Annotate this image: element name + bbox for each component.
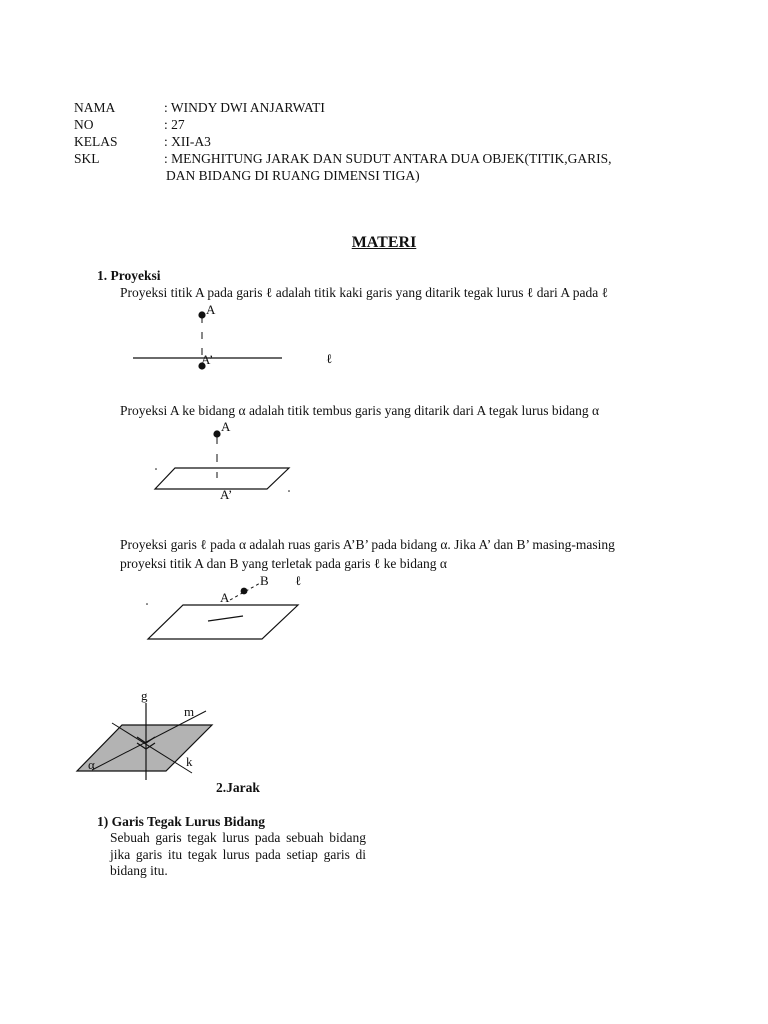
fig4-label-k: k	[186, 754, 193, 769]
fig3-label-a: A	[220, 590, 230, 605]
value-no: : 27	[164, 117, 185, 132]
value-skl-continuation: DAN BIDANG DI RUANG DIMENSI TIGA)	[166, 168, 420, 183]
label-nama: NAMA	[74, 100, 116, 115]
paragraph-proyeksi-titik-bidang: Proyeksi A ke bidang α adalah titik tembus garis yang ditarik dari A tegak lurus bidang α	[120, 403, 600, 418]
page-title: MATERI	[351, 234, 417, 251]
fig1-label-line: ℓ	[326, 351, 333, 366]
fig1-label-a-prime: A’	[201, 352, 214, 367]
fig4-label-g: g	[141, 688, 148, 703]
value-kelas: : XII-A3	[164, 134, 211, 149]
label-skl: SKL	[74, 151, 100, 166]
section-heading-proyeksi: 1. Proyeksi	[97, 268, 161, 283]
fig4-label-m: m	[184, 704, 195, 719]
fig2-label-a-prime: A’	[220, 487, 233, 502]
paragraph-proyeksi-garis-line1: Proyeksi garis ℓ pada α adalah ruas garis A’B’ pada bidang α. Jika A’ dan B’ masing-masing	[120, 537, 615, 552]
paragraph-proyeksi-titik-garis: Proyeksi titik A pada garis ℓ adalah titik kaki garis yang ditarik tegak lurus ℓ dari A pada ℓ	[120, 285, 609, 300]
label-kelas: KELAS	[74, 134, 118, 149]
label-no: NO	[74, 117, 94, 132]
fig3-label-b: B	[260, 573, 269, 588]
subsection-heading-garis-tegak-lurus: 1) Garis Tegak Lurus Bidang	[97, 814, 266, 829]
fig2-label-a: A	[221, 419, 231, 434]
fig3-label-line: ℓ	[295, 573, 302, 588]
paragraph-proyeksi-garis-line2: proyeksi titik A dan B yang terletak pada garis ℓ ke bidang α	[120, 556, 447, 571]
value-skl: : MENGHITUNG JARAK DAN SUDUT ANTARA DUA OBJEK(TITIK,GARIS,	[164, 151, 612, 166]
paragraph-garis-tegak-lurus: Sebuah garis tegak lurus pada sebuah bidang jika garis itu tegak lurus pada setiap garis di bidang itu.	[110, 830, 366, 878]
section-heading-jarak: 2.Jarak	[216, 780, 260, 795]
fig4-label-alpha: α	[88, 757, 95, 772]
fig1-label-a: A	[206, 302, 216, 317]
value-nama: : WINDY DWI ANJARWATI	[164, 100, 325, 115]
